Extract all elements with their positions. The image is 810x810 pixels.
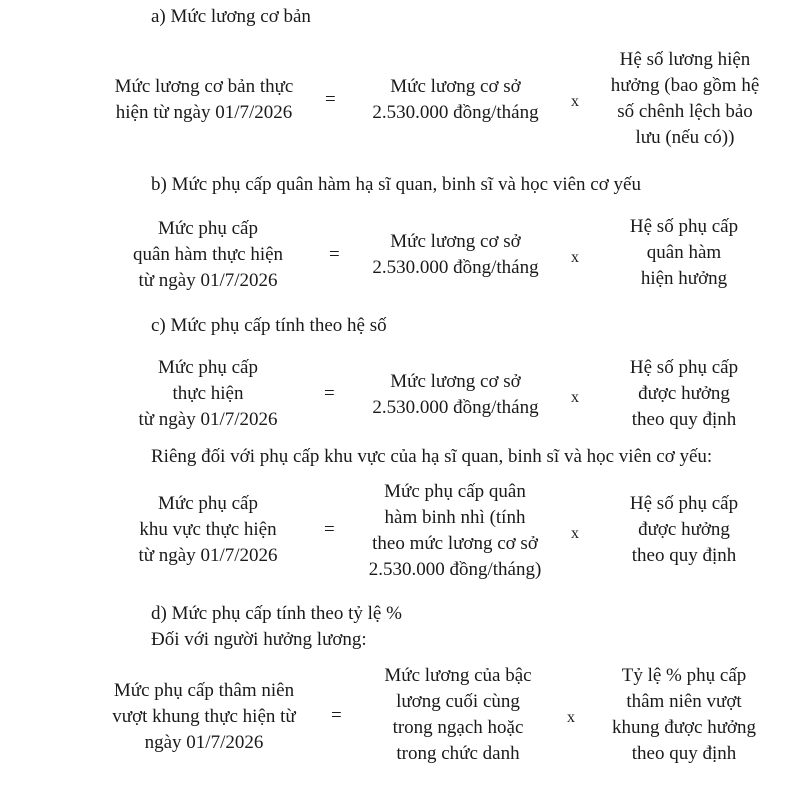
section-a-right-line-3: số chênh lệch bảo (617, 101, 753, 122)
section-a-middle-term (348, 72, 563, 128)
section-c2-left-line-3: từ ngày 01/7/2026 (138, 545, 278, 566)
section-c2-right-line-1: Hệ số phụ cấp (629, 493, 739, 514)
section-a-times: x (571, 93, 579, 110)
section-d-equals: = (331, 705, 342, 726)
section-b-equals: = (329, 244, 340, 265)
section-c-left-line-2: thực hiện (172, 383, 244, 404)
section-d-right-line-1: Tỷ lệ % phụ cấp (621, 665, 747, 686)
section-c2-heading: Riêng đối với phụ cấp khu vực của hạ sĩ quan, binh sĩ và học viên cơ yếu: (151, 446, 713, 467)
section-d-middle-line-4: trong chức danh (396, 743, 520, 764)
section-d-right-line-4: theo quy định (631, 743, 737, 764)
section-c2-left-line-2: khu vực thực hiện (139, 519, 277, 540)
section-a-middle-line-2: 2.530.000 đồng/tháng (372, 102, 539, 123)
section-a-left-term (88, 72, 320, 128)
section-b-left-line-3: từ ngày 01/7/2026 (138, 270, 278, 291)
section-c-middle-line-1: Mức lương cơ sở (390, 371, 521, 392)
section-c2-middle-line-4: 2.530.000 đồng/tháng) (368, 559, 542, 580)
section-c-heading: c) Mức phụ cấp tính theo hệ số (151, 315, 387, 336)
section-d-middle-line-3: trong ngạch hoặc (392, 717, 524, 738)
section-d-left-line-2: vượt khung thực hiện từ (112, 706, 296, 727)
section-c2-left-term (108, 490, 308, 570)
section-d-right-line-2: thâm niên vượt (626, 691, 742, 712)
section-a-heading: a) Mức lương cơ bản (151, 6, 311, 27)
section-b-left-term (108, 215, 308, 295)
section-a-right-line-2: hưởng (bao gồm hệ (610, 75, 760, 96)
section-d-times: x (567, 709, 575, 726)
section-b-heading: b) Mức phụ cấp quân hàm hạ sĩ quan, binh sĩ và học viên cơ yếu (151, 174, 641, 195)
section-b-right-line-2: quân hàm (646, 242, 722, 263)
section-d-middle-line-2: lương cuối cùng (396, 691, 520, 712)
section-d-right-term (590, 662, 778, 768)
section-b-left-line-2: quân hàm thực hiện (132, 244, 284, 265)
section-c-left-term (108, 354, 308, 434)
section-b-right-term (596, 213, 772, 293)
section-b-left-line-1: Mức phụ cấp (158, 218, 258, 239)
section-c2-middle-line-2: hàm binh nhì (tính (384, 507, 526, 528)
section-a-equals: = (325, 89, 336, 110)
section-c2-middle-line-1: Mức phụ cấp quân (384, 481, 526, 502)
section-c2-middle-line-3: theo mức lương cơ sở (372, 533, 538, 554)
section-d-middle-term (358, 662, 558, 768)
section-c2-equals: = (324, 519, 335, 540)
section-b-middle-line-2: 2.530.000 đồng/tháng (372, 257, 539, 278)
section-c2-right-line-2: được hưởng (638, 519, 730, 540)
section-d-right-line-3: khung được hưởng (611, 717, 757, 738)
section-c-times: x (571, 389, 579, 406)
section-a-left-line-1: Mức lương cơ bản thực (114, 76, 294, 97)
section-b-right-line-3: hiện hưởng (640, 268, 728, 289)
section-c2-right-line-3: theo quy định (631, 545, 737, 566)
section-b-right-line-1: Hệ số phụ cấp (629, 216, 739, 237)
section-c2-right-term (596, 490, 772, 570)
section-c2-middle-term (345, 478, 565, 584)
section-b-middle-line-1: Mức lương cơ sở (390, 231, 521, 252)
section-c-right-term (596, 354, 772, 434)
section-a-left-line-2: hiện từ ngày 01/7/2026 (115, 102, 293, 123)
section-d-heading: d) Mức phụ cấp tính theo tỷ lệ % (151, 603, 402, 624)
section-c-middle-term (348, 367, 563, 423)
section-c2-left-line-1: Mức phụ cấp (158, 493, 258, 514)
section-c2-times: x (571, 525, 579, 542)
section-a-right-line-4: lưu (nếu có)) (635, 127, 735, 148)
section-c-right-line-3: theo quy định (631, 409, 737, 430)
section-c-left-line-3: từ ngày 01/7/2026 (138, 409, 278, 430)
section-b-times: x (571, 249, 579, 266)
section-c-left-line-1: Mức phụ cấp (158, 357, 258, 378)
section-c-right-line-1: Hệ số phụ cấp (629, 357, 739, 378)
section-b-middle-term (348, 227, 563, 283)
section-a-middle-line-1: Mức lương cơ sở (390, 76, 521, 97)
section-c-middle-line-2: 2.530.000 đồng/tháng (372, 397, 539, 418)
section-d-left-line-1: Mức phụ cấp thâm niên (113, 680, 295, 701)
section-d-middle-line-1: Mức lương của bậc (384, 665, 532, 686)
section-d-subheading: Đối với người hưởng lương: (151, 629, 367, 650)
section-c-right-line-2: được hưởng (638, 383, 730, 404)
section-d-left-term (88, 677, 320, 757)
section-a-right-line-1: Hệ số lương hiện (619, 49, 751, 70)
section-a-right-term (585, 46, 785, 152)
section-c-equals: = (324, 383, 335, 404)
section-d-left-line-3: ngày 01/7/2026 (144, 732, 264, 753)
